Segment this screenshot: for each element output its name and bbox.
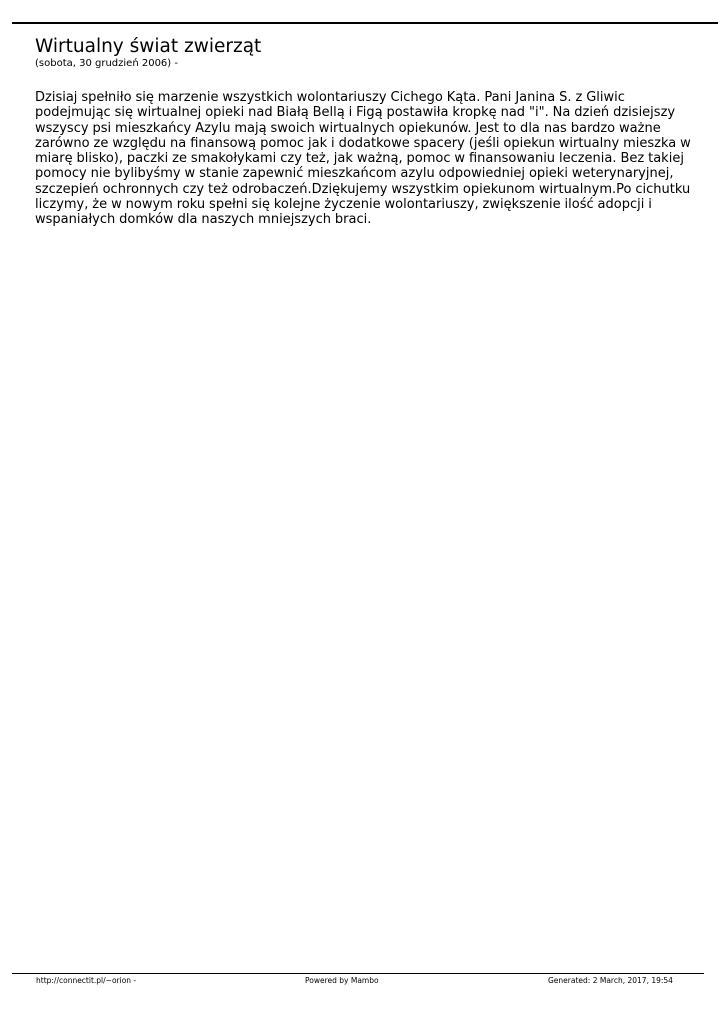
header-divider bbox=[12, 22, 718, 24]
footer-generated: Generated: 2 March, 2017, 19:54 bbox=[548, 976, 673, 985]
article-title: Wirtualny świat zwierząt bbox=[35, 36, 262, 57]
article bbox=[35, 36, 695, 228]
article-body: Dzisiaj spełniło się marzenie wszystkich wolontariuszy Cichego Kąta. Pani Janina S. z Gliwic podejmując się wirtualnej opieki nad Białą Bellą i Figą postawiła kropkę nad "i". Na dzień dzisiejszy wszyscy psi mieszkańcy Azylu mają swoich wirtualnych opiekunów. Jest to dla nas bardzo ważne zarówno ze względu na finansową pomoc jak i dodatkowe spacery (jeśli opiekun wirtualny mieszka w miarę blisko), paczki ze smakołykami czy też, jak ważną, pomoc w finansowaniu leczenia. Bez takiej pomocy nie bylibyśmy w stanie zapewnić mieszkańcom azylu odpowiedniej opieki weterynaryjnej, szczepień ochronnych czy też odrobaczeń.Dziękujemy wszystkim opiekunom wirtualnym.Po cichutku liczymy, że w nowym roku spełni się kolejne życzenie wolontariuszy, zwiększenie ilość adopcji i wspaniałych domków dla naszych mniejszych braci. bbox=[35, 90, 691, 228]
footer-powered-by: Powered by Mambo bbox=[305, 976, 379, 985]
footer-url: http://connectit.pl/~orion - bbox=[36, 976, 137, 985]
footer-divider bbox=[12, 973, 704, 974]
article-date: (sobota, 30 grudzień 2006) - bbox=[35, 58, 178, 69]
